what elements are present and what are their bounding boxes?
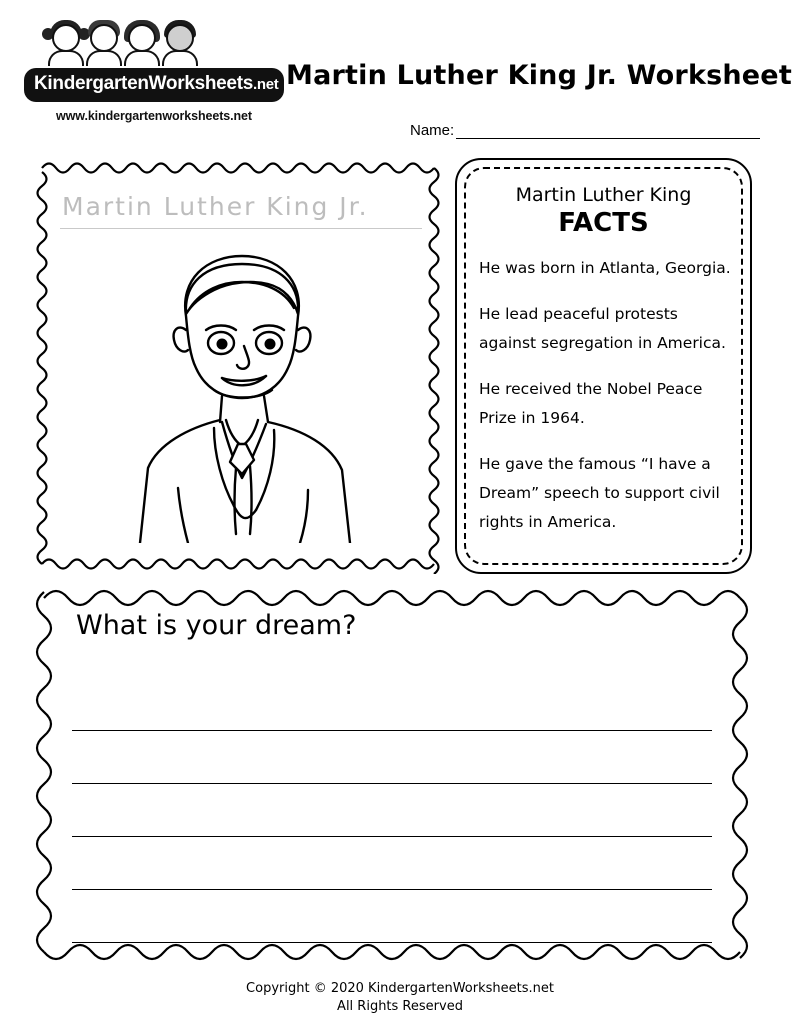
kids-illustration-icon (44, 22, 284, 66)
coloring-panel (32, 158, 444, 574)
tracing-baseline (60, 228, 422, 229)
writing-line[interactable] (72, 837, 712, 890)
logo-wordmark (24, 68, 284, 102)
list-item: He lead peaceful protests against segregation in America. (479, 305, 726, 352)
site-url: www.kindergartenworksheets.net (56, 109, 252, 123)
facts-header (457, 184, 750, 238)
facts-subtitle: FACTS (558, 208, 649, 238)
page-footer (0, 980, 800, 1016)
writing-line[interactable] (72, 784, 712, 837)
list-item: He gave the famous “I have a Dream” speech to support civil rights in America. (479, 455, 720, 531)
writing-line[interactable] (72, 890, 712, 943)
tracing-text: Martin Luther King Jr. (62, 192, 369, 221)
facts-panel (455, 158, 752, 574)
name-field-row (410, 122, 760, 139)
facts-title: Martin Luther King (515, 184, 692, 206)
page-title: Martin Luther King Jr. Worksheet (286, 60, 792, 91)
facts-list (479, 254, 732, 554)
rights-text: All Rights Reserved (337, 999, 463, 1014)
copyright-text: Copyright © 2020 KindergartenWorksheets.net (246, 981, 554, 996)
name-label: Name: (410, 122, 455, 139)
list-item: He received the Nobel Peace Prize in 1964. (479, 380, 703, 427)
writing-line[interactable] (72, 678, 712, 731)
site-logo[interactable] (24, 22, 284, 123)
prompt-question: What is your dream? (76, 610, 357, 641)
name-input-line[interactable] (456, 124, 760, 139)
list-item: He was born in Atlanta, Georgia. (479, 259, 731, 277)
writing-lines (72, 678, 712, 943)
kid-icon (158, 20, 202, 66)
writing-line[interactable] (72, 731, 712, 784)
page-header (0, 0, 800, 150)
writing-prompt-panel (32, 586, 752, 964)
logo-wordmark-text: KindergartenWorksheets (34, 73, 253, 94)
logo-wordmark-suffix: .net (253, 76, 279, 93)
martin-luther-king-portrait-icon (118, 238, 368, 543)
